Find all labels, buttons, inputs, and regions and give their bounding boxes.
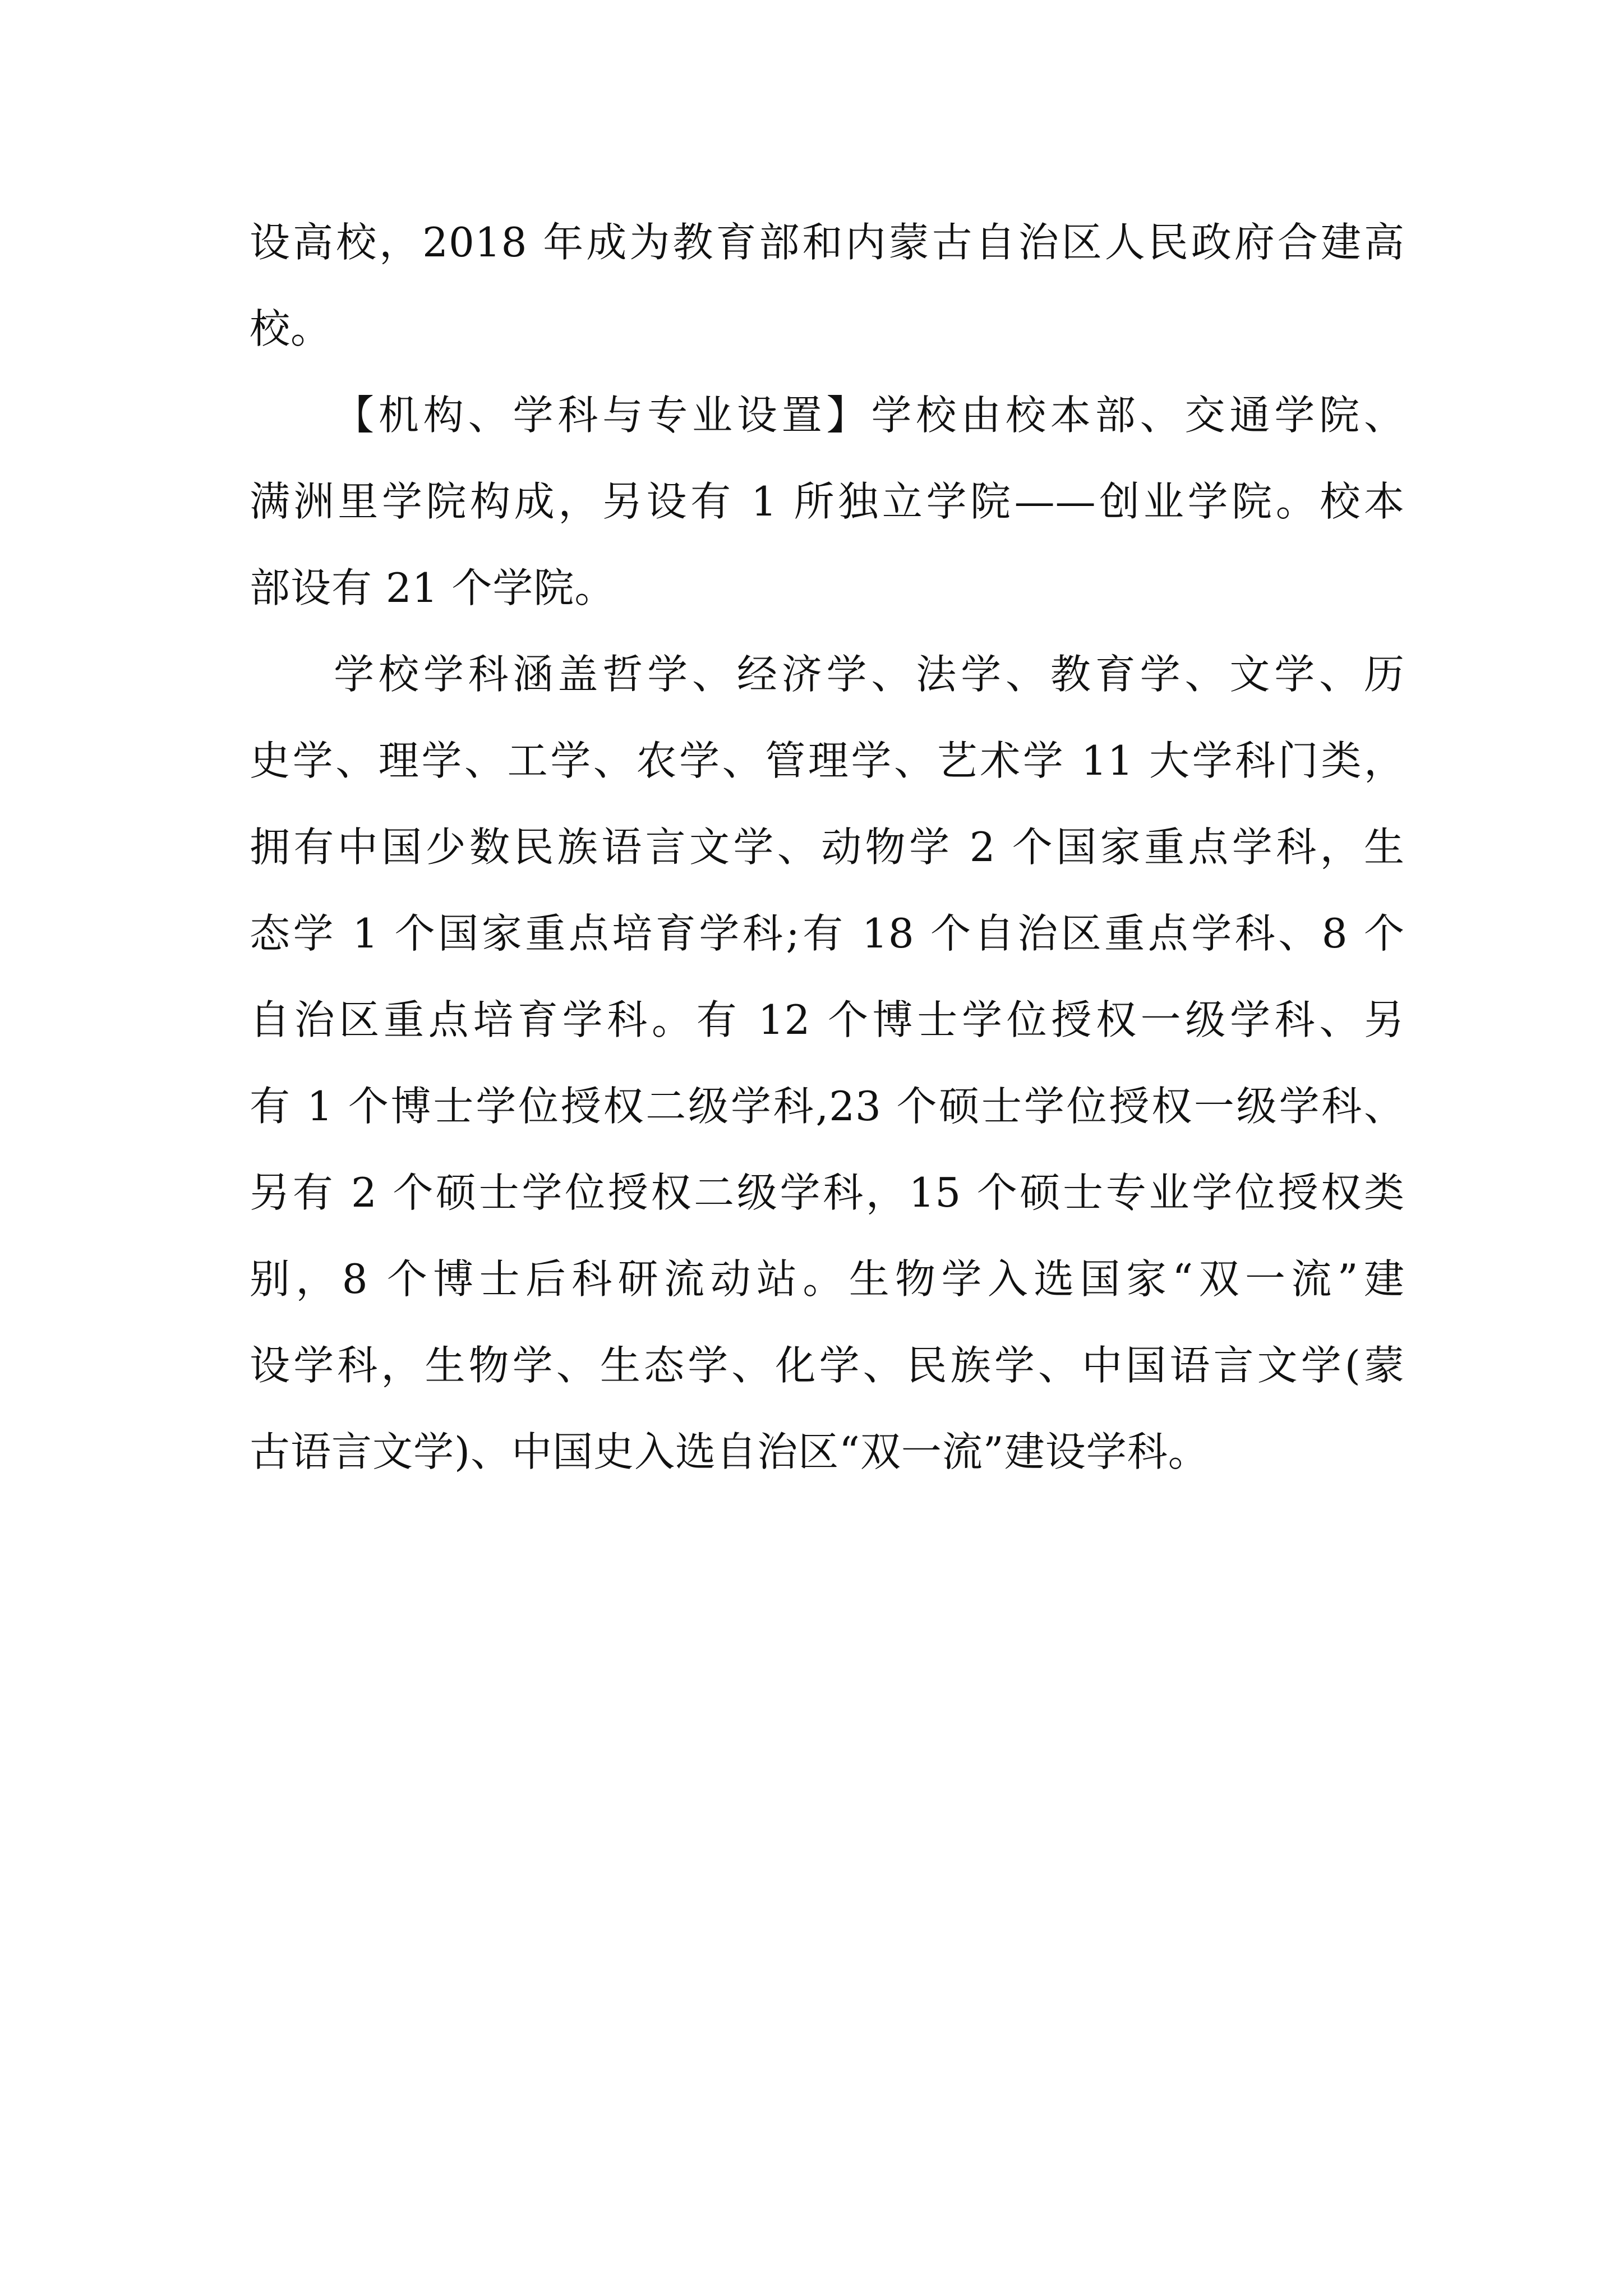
text-line: 部设有 21 个学院。: [250, 564, 616, 611]
text-line: 设高校，2018 年成为教育部和内蒙古自治区人民政府合建高: [250, 219, 1405, 266]
paragraph-disciplines: [250, 631, 1405, 1495]
text-line: 态学 1 个国家重点培育学科;有 18 个自治区重点学科、8 个: [250, 910, 1405, 957]
text-line: 自治区重点培育学科。有 12 个博士学位授权一级学科、另: [250, 996, 1405, 1043]
text-line: 校。: [250, 305, 332, 352]
text-line: 有 1 个博士学位授权二级学科,23 个硕士学位授权一级学科、: [250, 1083, 1405, 1130]
text-line: 别，8 个博士后科研流动站。生物学入选国家“双一流”建: [250, 1255, 1405, 1303]
text-line: 设学科，生物学、生态学、化学、民族学、中国语言文学(蒙: [250, 1342, 1405, 1389]
text-line: 史学、理学、工学、农学、管理学、艺术学 11 大学科门类，: [250, 737, 1405, 784]
text-line: 古语言文学)、中国史入选自治区“双一流”建设学科。: [250, 1428, 1209, 1475]
text-line: 拥有中国少数民族语言文学、动物学 2 个国家重点学科，生: [250, 823, 1405, 871]
text-line: 【机构、学科与专业设置】学校由校本部、交通学院、: [334, 392, 1405, 439]
paragraph-institutions: [250, 372, 1405, 631]
text-line: 另有 2 个硕士学位授权二级学科，15 个硕士专业学位授权类: [250, 1169, 1405, 1216]
document-body: [250, 199, 1405, 1495]
paragraph-intro-continuation: [250, 199, 1405, 372]
text-line: 学校学科涵盖哲学、经济学、法学、教育学、文学、历: [334, 651, 1405, 698]
text-line: 满洲里学院构成，另设有 1 所独立学院——创业学院。校本: [250, 478, 1405, 525]
